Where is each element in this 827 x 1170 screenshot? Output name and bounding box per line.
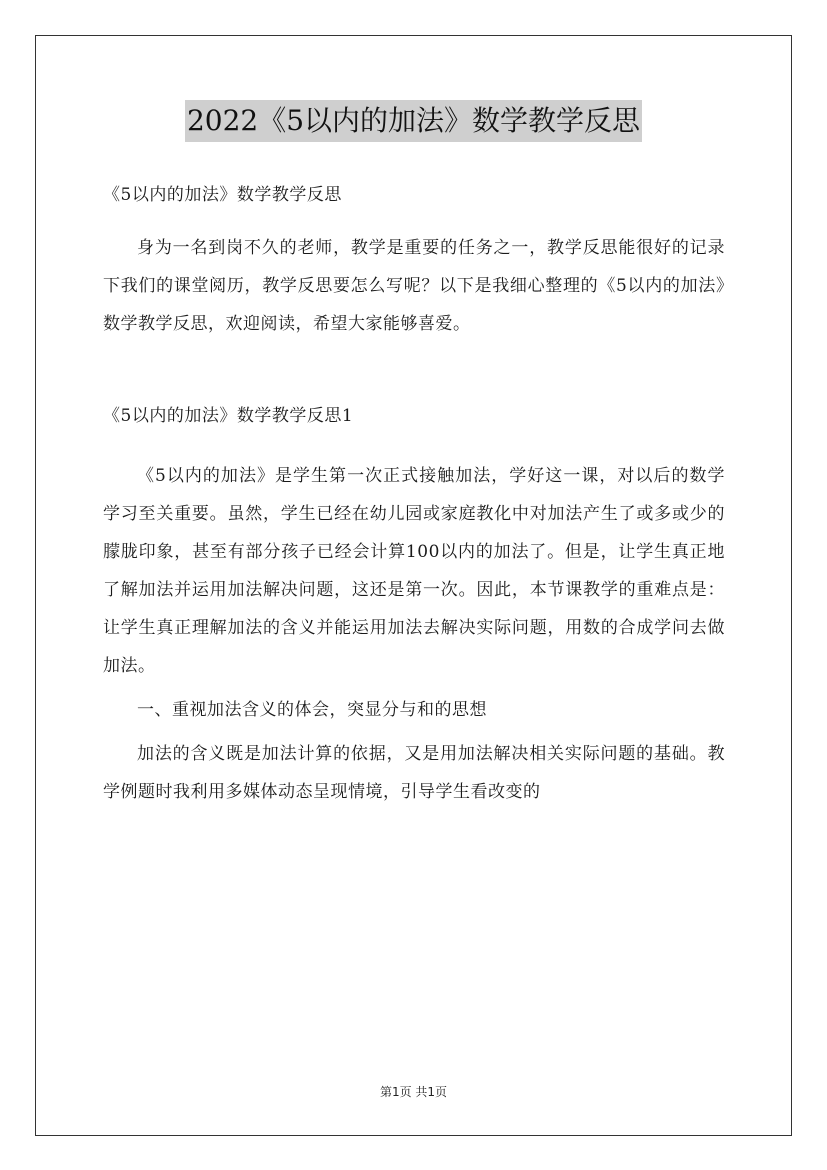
intro-paragraph: 身为一名到岗不久的老师，教学是重要的任务之一，教学反思能很好的记录下我们的课堂阅历，教学反思要怎么写呢？以下是我细心整理的《5以内的加法》数学教学反思，欢迎阅读，希望大家能够喜爱。 (103, 238, 725, 334)
document-body (103, 176, 725, 811)
document-subtitle: 《5以内的加法》数学教学反思 (103, 185, 342, 205)
section-paragraph: 《5以内的加法》是学生第一次正式接触加法，学好这一课，对以后的数学学习至关重要。虽然，学生已经在幼儿园或家庭教化中对加法产生了或多或少的朦胧印象，甚至有部分孩子已经会计算100以内的加法了。但是，让学生真正地了解加法并运用加法解决问题，这还是第一次。因此，本节课教学的重难点是：让学生真正理解加法的含义并能运用加法去解决实际问题，用数的合成学问去做加法。 (103, 466, 725, 676)
point-one-paragraph: 加法的含义既是加法计算的依据，又是用加法解决相关实际问题的基础。教学例题时我利用多媒体动态呈现情境，引导学生看改变的 (103, 744, 725, 802)
document-title: 2022《5以内的加法》数学教学反思 (185, 100, 642, 142)
section-heading: 《5以内的加法》数学教学反思1 (103, 406, 354, 426)
page-footer: 第1页 共1页 (379, 1085, 448, 1099)
title-wrap (0, 100, 827, 142)
point-one-heading: 一、重视加法含义的体会，突显分与和的思想 (137, 700, 487, 720)
